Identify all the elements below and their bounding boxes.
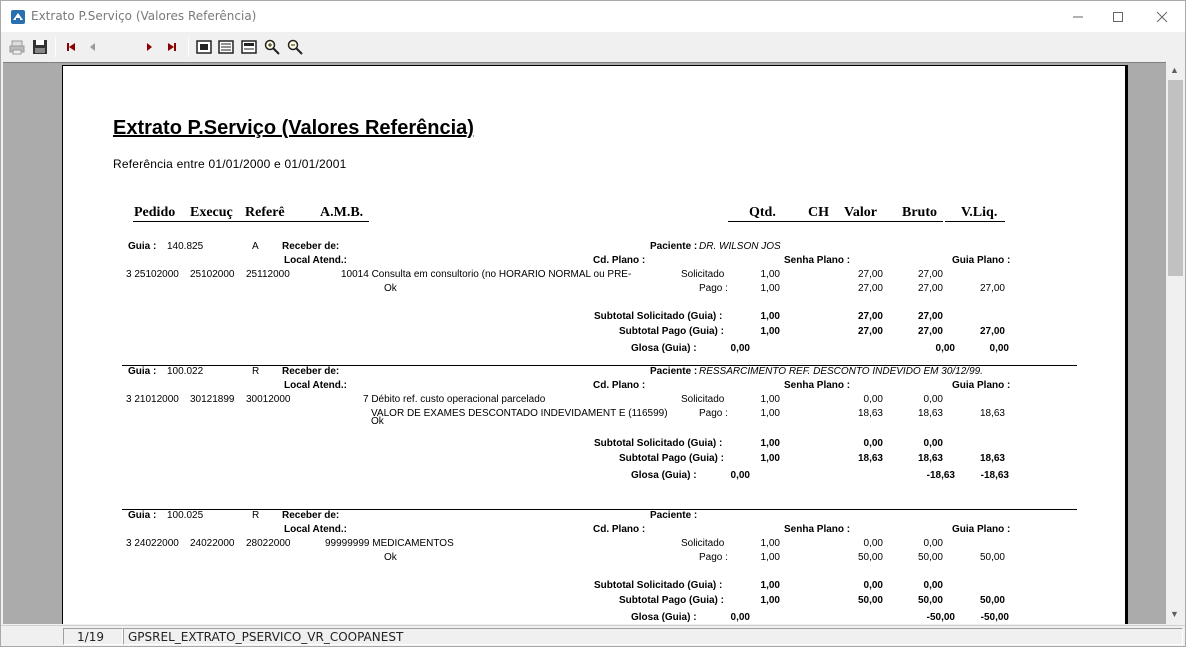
guia-number: 100.025 [167, 510, 204, 521]
print-button[interactable] [8, 38, 26, 56]
actual-size-icon [241, 39, 257, 55]
senha-plano-label: Senha Plano : [784, 380, 851, 391]
execuc-value: 30121899 [190, 394, 235, 405]
subtotal-pago-valor: 27,00 [857, 326, 883, 337]
status-bar [1, 625, 1185, 646]
procedure-description: 7 Débito ref. custo operacional parcelado [363, 394, 546, 405]
solicitado-qtd: 1,00 [760, 538, 780, 549]
solicitado-bruto: 0,00 [923, 538, 943, 549]
column-header-valor: Valor [844, 205, 877, 220]
procedure-description: 99999999 MEDICAMENTOS [325, 538, 454, 549]
subtotal-pago-label: Subtotal Pago (Guia) : [619, 595, 724, 606]
procedure-note: Ok [384, 283, 397, 294]
guia-type: A [252, 241, 259, 252]
paciente-name: DR. WILSON JOS [699, 241, 781, 252]
guia-separator-line [122, 365, 1077, 366]
report-subtitle: Referência entre 01/01/2000 e 01/01/2001 [113, 157, 347, 171]
glosa-label: Glosa (Guia) : [631, 612, 697, 623]
report-viewport[interactable] [3, 62, 1166, 624]
previous-page-button[interactable] [84, 38, 102, 56]
guia-separator-line [122, 509, 1077, 510]
vertical-scrollbar[interactable] [1166, 62, 1185, 624]
procedure-status: Ok [371, 416, 384, 427]
actual-size-button[interactable] [240, 38, 258, 56]
subtotal-pago-qtd: 1,00 [760, 453, 780, 464]
glosa-qtd: 0,00 [730, 612, 750, 623]
next-page-icon [143, 41, 155, 53]
senha-plano-label: Senha Plano : [784, 255, 851, 266]
title-bar [1, 1, 1185, 32]
procedure-description: 10014 Consulta em consultorio (no HORARIO NORMAL ou PRE- [341, 269, 632, 280]
subtotal-pago-label: Subtotal Pago (Guia) : [619, 326, 724, 337]
page-width-button[interactable] [217, 38, 235, 56]
window-title: Extrato P.Serviço (Valores Referência) [31, 9, 257, 23]
column-header-refere: Referê [245, 205, 285, 220]
solicitado-qtd: 1,00 [760, 394, 780, 405]
glosa-vliq: -18,63 [980, 470, 1009, 481]
zoom-out-icon [287, 39, 303, 55]
subtotal-solicitado-label: Subtotal Solicitado (Guia) : [594, 580, 723, 591]
solicitado-qtd: 1,00 [760, 269, 780, 280]
column-header-amb: A.M.B. [320, 205, 364, 220]
glosa-qtd: 0,00 [730, 470, 750, 481]
toolbar-separator [55, 37, 56, 57]
scroll-up-icon[interactable]: ▲ [1170, 65, 1179, 75]
guia-number: 100.022 [167, 366, 204, 377]
scroll-down-icon[interactable]: ▼ [1170, 609, 1179, 619]
pedido-value: 3 21012000 [126, 394, 179, 405]
pedido-value: 3 25102000 [126, 269, 179, 280]
senha-plano-label: Senha Plano : [784, 524, 851, 535]
glosa-vliq: -50,00 [980, 612, 1009, 623]
pago-valor: 50,00 [857, 552, 883, 563]
report-title: Extrato P.Serviço (Valores Referência) [113, 117, 474, 139]
solicitado-valor: 0,00 [863, 394, 883, 405]
floppy-disk-icon [32, 39, 48, 55]
pago-bruto: 18,63 [917, 408, 943, 419]
minimize-icon [1073, 12, 1083, 22]
subtotal-solicitado-bruto: 27,00 [917, 311, 943, 322]
report-name: GPSREL_EXTRATO_PSERVICO_VR_COOPANEST [123, 628, 1183, 645]
glosa-bruto: 0,00 [935, 343, 955, 354]
pago-valor: 18,63 [857, 408, 883, 419]
refere-value: 28022000 [246, 538, 291, 549]
last-page-icon [166, 41, 178, 53]
subtotal-solicitado-qtd: 1,00 [760, 438, 780, 449]
cd-plano-label: Cd. Plano : [593, 380, 646, 391]
column-header-ch: CH [808, 205, 829, 220]
save-button[interactable] [31, 38, 49, 56]
guia-type: R [252, 510, 260, 521]
subtotal-pago-valor: 50,00 [857, 595, 883, 606]
subtotal-solicitado-label: Subtotal Solicitado (Guia) : [594, 438, 723, 449]
solicitado-bruto: 27,00 [917, 269, 943, 280]
maximize-icon [1113, 12, 1123, 22]
close-button[interactable] [1139, 1, 1185, 32]
solicitado-valor: 0,00 [863, 538, 883, 549]
subtotal-solicitado-valor: 0,00 [863, 438, 883, 449]
subtotal-solicitado-bruto: 0,00 [923, 580, 943, 591]
maximize-button[interactable] [1095, 1, 1141, 32]
subtotal-pago-qtd: 1,00 [760, 595, 780, 606]
first-page-button[interactable] [62, 38, 80, 56]
receber-de-label: Receber de: [282, 510, 340, 521]
guia-label: Guia : [128, 366, 157, 377]
glosa-qtd: 0,00 [730, 343, 750, 354]
local-atend-label: Local Atend.: [284, 524, 347, 535]
refere-value: 25112000 [246, 269, 290, 280]
guia-label: Guia : [128, 241, 157, 252]
subtotal-pago-valor: 18,63 [857, 453, 883, 464]
receber-de-label: Receber de: [282, 366, 340, 377]
subtotal-solicitado-label: Subtotal Solicitado (Guia) : [594, 311, 723, 322]
pago-bruto: 50,00 [917, 552, 943, 563]
subtotal-pago-bruto: 50,00 [917, 595, 943, 606]
column-header-qtd: Qtd. [749, 205, 776, 220]
first-page-icon [65, 41, 77, 53]
column-header-pedido: Pedido [134, 205, 176, 220]
solicitado-valor: 27,00 [857, 269, 883, 280]
glosa-bruto: -50,00 [926, 612, 955, 623]
page-width-icon [218, 39, 234, 55]
last-page-button[interactable] [163, 38, 181, 56]
pago-vliq: 18,63 [979, 408, 1005, 419]
subtotal-solicitado-valor: 27,00 [857, 311, 883, 322]
report-page [62, 65, 1128, 624]
solicitado-label: Solicitado [681, 394, 725, 405]
header-underline [133, 221, 369, 222]
procedure-note: Ok [384, 552, 397, 563]
previous-page-icon [87, 41, 99, 53]
app-icon [10, 9, 26, 25]
pago-qtd: 1,00 [760, 283, 780, 294]
pago-qtd: 1,00 [760, 408, 780, 419]
solicitado-label: Solicitado [681, 269, 725, 280]
pago-qtd: 1,00 [760, 552, 780, 563]
subtotal-solicitado-bruto: 0,00 [923, 438, 943, 449]
subtotal-pago-vliq: 50,00 [979, 595, 1005, 606]
subtotal-pago-bruto: 18,63 [917, 453, 943, 464]
execuc-value: 25102000 [190, 269, 235, 280]
guia-plano-label: Guia Plano : [952, 255, 1011, 266]
pago-vliq: 50,00 [979, 552, 1005, 563]
toolbar [1, 32, 1185, 61]
subtotal-solicitado-qtd: 1,00 [760, 580, 780, 591]
pedido-value: 3 24022000 [126, 538, 179, 549]
printer-icon [9, 39, 25, 55]
zoom-out-button[interactable] [286, 38, 304, 56]
glosa-label: Glosa (Guia) : [631, 470, 697, 481]
column-header-execuc: Execuç [190, 205, 233, 220]
local-atend-label: Local Atend.: [284, 380, 347, 391]
pago-bruto: 27,00 [917, 283, 943, 294]
subtotal-solicitado-qtd: 1,00 [760, 311, 780, 322]
paciente-name: RESSARCIMENTO REF. DESCONTO INDEVIDO EM 30/12/99. [699, 366, 983, 377]
close-icon [1156, 11, 1168, 23]
subtotal-solicitado-valor: 0,00 [863, 580, 883, 591]
pago-label: Pago : [699, 408, 728, 419]
zoom-in-button[interactable] [263, 38, 281, 56]
execuc-value: 24022000 [190, 538, 235, 549]
glosa-vliq: 0,00 [989, 343, 1009, 354]
page-indicator: 1/19 [63, 628, 123, 645]
header-underline [728, 221, 943, 222]
procedure-note: VALOR DE EXAMES DESCONTADO INDEVIDAMENT E (116599) [371, 408, 668, 419]
whole-page-button[interactable] [195, 38, 213, 56]
solicitado-bruto: 0,00 [923, 394, 943, 405]
guia-label: Guia : [128, 510, 157, 521]
cd-plano-label: Cd. Plano : [593, 524, 646, 535]
guia-type: R [252, 366, 260, 377]
scroll-thumb[interactable] [1168, 80, 1183, 276]
guia-plano-label: Guia Plano : [952, 380, 1011, 391]
zoom-in-icon [264, 39, 280, 55]
refere-value: 30012000 [246, 394, 291, 405]
subtotal-pago-label: Subtotal Pago (Guia) : [619, 453, 724, 464]
toolbar-separator [188, 37, 189, 57]
subtotal-pago-vliq: 18,63 [979, 453, 1005, 464]
guia-plano-label: Guia Plano : [952, 524, 1011, 535]
glosa-label: Glosa (Guia) : [631, 343, 697, 354]
glosa-bruto: -18,63 [926, 470, 955, 481]
paciente-label: Paciente : [650, 510, 698, 521]
pago-valor: 27,00 [857, 283, 883, 294]
header-underline [945, 221, 1005, 222]
column-header-vliq: V.Liq. [961, 205, 998, 220]
next-page-button[interactable] [140, 38, 158, 56]
subtotal-pago-bruto: 27,00 [917, 326, 943, 337]
solicitado-label: Solicitado [681, 538, 725, 549]
column-header-bruto: Bruto [902, 205, 937, 220]
subtotal-pago-vliq: 27,00 [979, 326, 1005, 337]
cd-plano-label: Cd. Plano : [593, 255, 646, 266]
subtotal-pago-qtd: 1,00 [760, 326, 780, 337]
pago-vliq: 27,00 [979, 283, 1005, 294]
local-atend-label: Local Atend.: [284, 255, 347, 266]
receber-de-label: Receber de: [282, 241, 340, 252]
pago-label: Pago : [699, 552, 728, 563]
paciente-label: Paciente : [650, 241, 698, 252]
whole-page-icon [196, 39, 212, 55]
paciente-label: Paciente : [650, 366, 698, 377]
pago-label: Pago : [699, 283, 728, 294]
guia-number: 140.825 [167, 241, 204, 252]
